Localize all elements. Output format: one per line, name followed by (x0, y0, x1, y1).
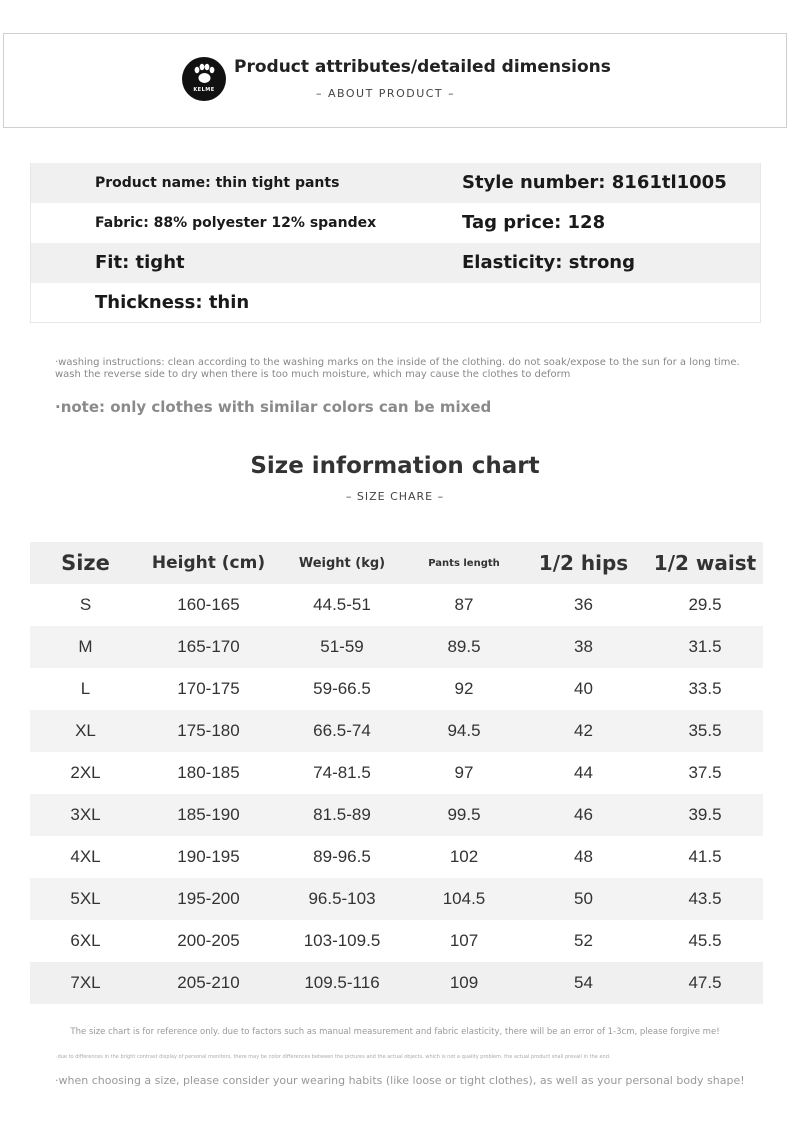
cell-height: 200-205 (177, 931, 240, 950)
cell-pants-length: 89.5 (447, 637, 481, 656)
cell-height: 190-195 (177, 847, 240, 866)
size-chart-subtitle: – SIZE CHARE – (345, 490, 445, 503)
cell-pants-length: 97 (454, 763, 474, 782)
cell-size: 3XL (70, 805, 101, 824)
cell-weight: 81.5-89 (313, 805, 371, 824)
cell-height: 180-185 (177, 763, 240, 782)
cell-weight: 96.5-103 (308, 889, 376, 908)
cell-pants-length: 109 (449, 973, 479, 992)
cell-height: 170-175 (177, 679, 240, 698)
attribute-row (30, 163, 761, 203)
cell-waist: 45.5 (688, 931, 722, 950)
cell-size: M (78, 637, 93, 656)
cell-weight: 74-81.5 (313, 763, 371, 782)
column-header-weight: Weight (kg) (298, 555, 386, 571)
table-row (30, 920, 763, 962)
table-row (30, 710, 763, 752)
cell-size: 4XL (70, 847, 101, 866)
cell-pants-length: 87 (454, 595, 474, 614)
cell-height: 165-170 (177, 637, 240, 656)
cell-size: 7XL (70, 973, 101, 992)
cell-pants-length: 92 (454, 679, 474, 698)
cell-weight: 103-109.5 (303, 931, 381, 950)
cell-height: 185-190 (177, 805, 240, 824)
attribute-tag-price: Tag price: 128 (462, 212, 606, 233)
cell-hips: 44 (574, 763, 593, 782)
cell-weight: 51-59 (320, 637, 364, 656)
page-subtitle: – ABOUT PRODUCT – (316, 87, 456, 100)
cell-weight: 109.5-116 (304, 973, 380, 992)
cell-size: S (79, 595, 92, 614)
color-mix-note: ·note: only clothes with similar colors can be mixed (55, 398, 492, 416)
attribute-row (30, 243, 761, 283)
cell-weight: 89-96.5 (313, 847, 371, 866)
attribute-product-name: Product name: thin tight pants (95, 175, 340, 191)
brand-logo (182, 57, 226, 101)
page-title: Product attributes/detailed dimensions (234, 57, 611, 77)
cell-pants-length: 94.5 (447, 721, 481, 740)
cell-weight: 66.5-74 (313, 721, 371, 740)
cell-waist: 31.5 (688, 637, 722, 656)
size-table (30, 542, 763, 1004)
attribute-row (30, 203, 761, 243)
washing-instructions: ·washing instructions: clean according to the washing marks on the inside of the clothing. do not soak/expose to the sun for a long time. wash the reverse side to dry when there is too much moisture, which may cause the clothes to deform (55, 357, 740, 380)
column-header-hips: 1/2 hips (538, 551, 629, 575)
table-row (30, 626, 763, 668)
cell-hips: 36 (574, 595, 593, 614)
attribute-thickness: Thickness: thin (95, 292, 250, 313)
table-row (30, 878, 763, 920)
cell-size: 2XL (70, 763, 101, 782)
cell-pants-length: 104.5 (442, 889, 486, 908)
cell-hips: 48 (574, 847, 593, 866)
display-difference-note: ·due to differences in the bright contrast display of personal monitors, there may be color differences between the pictures and the actual objects, which is not a quality problem. the actual product shall prevail in the end. (56, 1054, 611, 1060)
size-reference-note: The size chart is for reference only. due to factors such as manual measurement and fabric elasticity, there will be an error of 1-3cm, please forgive me! (70, 1027, 720, 1037)
cell-hips: 38 (574, 637, 593, 656)
cell-height: 205-210 (177, 973, 240, 992)
cell-pants-length: 107 (449, 931, 479, 950)
cell-waist: 39.5 (688, 805, 722, 824)
cell-height: 195-200 (177, 889, 240, 908)
cell-weight: 44.5-51 (313, 595, 371, 614)
column-header-waist: 1/2 waist (653, 551, 757, 575)
cell-hips: 50 (574, 889, 593, 908)
column-header-size: Size (61, 551, 110, 575)
table-row (30, 836, 763, 878)
cell-waist: 35.5 (688, 721, 722, 740)
table-row (30, 962, 763, 1004)
cell-hips: 46 (574, 805, 593, 824)
attribute-style-number: Style number: 8161tl1005 (462, 172, 727, 193)
cell-hips: 52 (574, 931, 593, 950)
cell-height: 160-165 (177, 595, 240, 614)
cell-waist: 29.5 (688, 595, 722, 614)
table-row (30, 794, 763, 836)
cell-size: XL (75, 721, 96, 740)
attribute-fabric: Fabric: 88% polyester 12% spandex (95, 215, 377, 231)
table-row (30, 752, 763, 794)
cell-size: L (80, 679, 91, 698)
cell-hips: 54 (574, 973, 593, 992)
table-row (30, 584, 763, 626)
cell-height: 175-180 (177, 721, 240, 740)
column-header-pants-length: Pants length (428, 557, 500, 569)
attribute-row (30, 283, 761, 323)
size-table-header-row (30, 542, 763, 584)
cell-size: 6XL (70, 931, 101, 950)
attribute-fit: Fit: tight (95, 252, 185, 273)
column-header-height: Height (cm) (151, 553, 266, 573)
cell-weight: 59-66.5 (313, 679, 371, 698)
size-choosing-note: ·when choosing a size, please consider your wearing habits (like loose or tight clothes), as well as your personal body shape! (55, 1074, 745, 1087)
cell-waist: 43.5 (688, 889, 722, 908)
logo-wordmark: KELME (193, 87, 215, 93)
cell-hips: 42 (574, 721, 593, 740)
cell-pants-length: 99.5 (447, 805, 481, 824)
header-banner (3, 33, 787, 128)
cell-waist: 47.5 (688, 973, 722, 992)
attributes-table (30, 163, 761, 323)
paw-icon (192, 63, 216, 85)
size-chart-title: Size information chart (250, 453, 540, 479)
cell-hips: 40 (574, 679, 593, 698)
cell-pants-length: 102 (449, 847, 479, 866)
cell-waist: 41.5 (688, 847, 722, 866)
cell-waist: 33.5 (688, 679, 722, 698)
table-row (30, 668, 763, 710)
cell-size: 5XL (70, 889, 101, 908)
attribute-elasticity: Elasticity: strong (462, 252, 636, 273)
cell-waist: 37.5 (688, 763, 722, 782)
